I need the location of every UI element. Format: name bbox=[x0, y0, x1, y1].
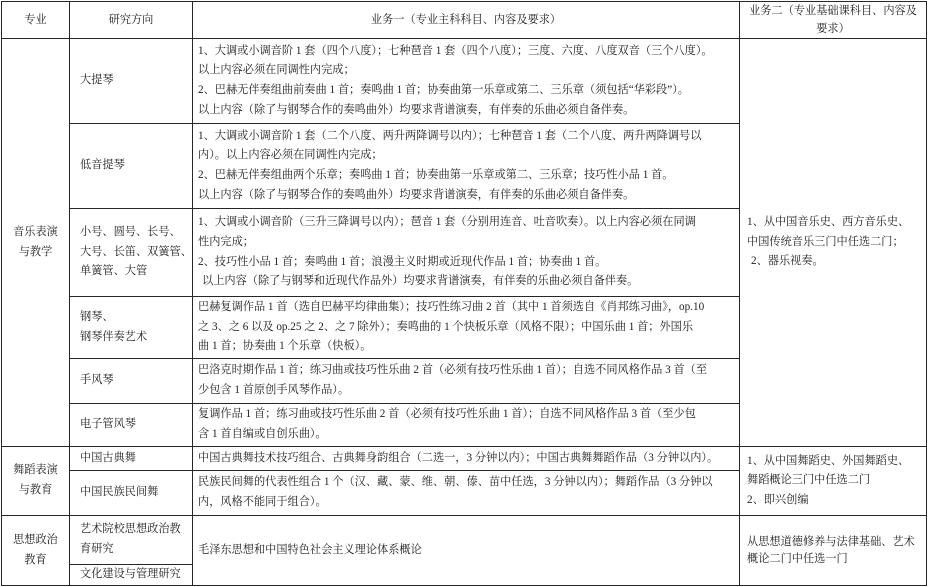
business1-line: 2、巴赫无伴奏组曲两个乐章；奏鸣曲 1 首；协奏曲第一乐章或第二、三乐章；技巧性小品 1 首。 bbox=[198, 169, 674, 181]
major-label-line: 与教育 bbox=[18, 484, 53, 496]
business1-line: 以上内容（除了与钢琴合作的奏鸣曲外）均要求背谱演奏，有伴奏的乐曲必须自备伴奏。 bbox=[198, 188, 635, 201]
direction-label-line: 育研究 bbox=[80, 543, 114, 555]
direction-label-line: 艺术院校思想政治教 bbox=[80, 523, 181, 536]
business1-line: 内）。以上内容必须在同调性内完成； bbox=[198, 149, 383, 162]
direction-cell-cello bbox=[70, 39, 193, 124]
business1-cell-cello bbox=[193, 39, 740, 124]
business1-cell-double-bass bbox=[193, 124, 740, 209]
business1-line: 中国古典舞技术技巧组合、古典舞身韵组合（二选一，3 分钟以内）；中国古典舞舞蹈作品（3 分钟以内）。 bbox=[198, 451, 719, 464]
major-cell-politics bbox=[2, 516, 70, 586]
header-business2-label-line: 业务二（专业基础课科目、内容及 bbox=[749, 5, 917, 17]
direction-label-line: 手风琴 bbox=[80, 374, 114, 387]
business1-line: 巴洛克时期作品 1 首；练习曲或技巧性乐曲 2 首（必须有技巧性乐曲 1 首）；自选不同风格作品 3 首（至 bbox=[198, 364, 708, 377]
business1-line: 以上内容（除了与钢琴和近现代作品外）均要求背谱演奏，有伴奏的乐曲必须自备伴奏。 bbox=[202, 275, 639, 288]
business1-cell-winds-brass bbox=[193, 209, 740, 297]
business1-cell-politics bbox=[193, 516, 740, 586]
business2-line: 舞蹈概论三门中任选二门 bbox=[747, 474, 871, 487]
direction-cell-folk-dance bbox=[70, 471, 193, 516]
direction-label-line: 大号、长笛、双簧管、 bbox=[80, 245, 192, 258]
header-major-label: 专业 bbox=[24, 14, 47, 26]
business1-line: 1、大调或小调音阶（三升三降调号以内）；琶音 1 套（分别用连音、吐音吹奏）。以上内容必须在同调 bbox=[198, 216, 696, 229]
business1-line: 以上内容必须在同调性内完成； bbox=[198, 64, 355, 77]
direction-cell-ideological-education bbox=[70, 516, 193, 565]
direction-cell-double-bass bbox=[70, 124, 193, 209]
business2-line: 1、从中国音乐史、西方音乐史、 bbox=[747, 216, 910, 229]
major-label-line: 教育 bbox=[24, 553, 47, 566]
business1-line: 巴赫复调作品 1 首（选自巴赫平均律曲集）；技巧性练习曲 2 首（其中 1 首须选自《肖邦练习曲》，op.10 bbox=[198, 301, 705, 314]
major-label-line: 与教学 bbox=[18, 245, 53, 258]
direction-cell-cultural-management bbox=[70, 565, 193, 586]
business2-line: 概论二门中任选一门 bbox=[747, 552, 848, 565]
business2-line: 2、即兴创编 bbox=[747, 493, 809, 506]
header-direction-label: 研究方向 bbox=[108, 14, 154, 26]
header-business2-cell bbox=[740, 2, 927, 39]
business1-cell-accordion bbox=[193, 359, 740, 404]
direction-cell-piano bbox=[70, 297, 193, 359]
header-business2-label-line: 要求） bbox=[816, 23, 850, 35]
major-label-line: 音乐表演 bbox=[13, 225, 58, 238]
direction-cell-classical-dance bbox=[70, 447, 193, 471]
direction-label-line: 文化建设与管理研究 bbox=[80, 568, 181, 581]
business1-line: 1、大调或小调音阶 1 套（四个八度）；七种琶音 1 套（四个八度）；三度、六度、八度双音（三个八度）。 bbox=[198, 44, 713, 57]
business1-cell-folk-dance bbox=[193, 471, 740, 516]
direction-label-line: 钢琴、 bbox=[80, 310, 114, 323]
major-cell-dance bbox=[2, 447, 70, 516]
business1-line: 少包含 1 首原创手风琴作品）。 bbox=[198, 384, 350, 396]
business1-line: 1、大调或小调音阶 1 套（二个八度、两升两降调号以内）；七种琶音 1 套（二个八度、两升两降调号以 bbox=[198, 129, 702, 142]
business2-cell-dance bbox=[740, 447, 927, 516]
direction-cell-accordion bbox=[70, 359, 193, 404]
direction-label-line: 中国民族民间舞 bbox=[80, 486, 159, 499]
business1-cell-classical-dance bbox=[193, 447, 740, 471]
business1-line: 性内完成； bbox=[198, 235, 254, 248]
business2-line: 从思想道德修养与法律基础、艺术 bbox=[747, 536, 915, 548]
direction-label-line: 中国古典舞 bbox=[80, 451, 136, 464]
direction-cell-electronic-organ bbox=[70, 404, 193, 447]
header-business1-cell bbox=[193, 2, 740, 39]
business1-line: 内，风格不能同于组合）。 bbox=[198, 496, 327, 508]
direction-label-line: 钢琴伴奏艺术 bbox=[80, 330, 148, 343]
business1-line: 毛泽东思想和中国特色社会主义理论体系概论 bbox=[198, 543, 422, 556]
business1-line: 2、技巧性小品 1 首；奏鸣曲 1 首；浪漫主义时期或近现代作品 1 首；协奏曲 1 首。 bbox=[198, 255, 607, 268]
major-cell-music bbox=[2, 39, 70, 447]
business2-line: 1、从中国舞蹈史、外国舞蹈史、 bbox=[747, 454, 910, 467]
business2-cell-politics bbox=[740, 516, 927, 586]
header-direction-cell bbox=[70, 2, 193, 39]
direction-label-line: 电子管风琴 bbox=[80, 418, 136, 431]
business1-cell-electronic-organ bbox=[193, 404, 740, 447]
business1-line: 之 3、之 6 以及 op.25 之 2、之 7 除外）；奏鸣曲的 1 个快板乐章（风格不限）；中国乐曲 1 首；外国乐 bbox=[198, 320, 694, 333]
direction-label-line: 小号、圆号、长号、 bbox=[80, 226, 181, 239]
direction-label-line: 大提琴 bbox=[80, 74, 114, 87]
business1-line: 曲 1 首；协奏曲 1 个乐章（快板）。 bbox=[198, 340, 372, 353]
direction-label-line: 单簧管、大管 bbox=[80, 265, 148, 278]
business1-line: 民族民间舞的代表性组合 1 个（汉、藏、蒙、维、朝、傣、苗中任选，3 分钟以内）；舞蹈作品（3 分钟以 bbox=[198, 476, 713, 489]
business2-line: 中国传统音乐三门中任选二门； bbox=[747, 235, 904, 248]
business2-line: 2、器乐视奏。 bbox=[751, 255, 824, 268]
business1-line: 复调作品 1 首；练习曲或技巧性乐曲 2 首（必须有技巧性乐曲 1 首）；自选不同风格作品 3 首（至少包 bbox=[198, 408, 696, 421]
direction-label-line: 低音提琴 bbox=[80, 159, 125, 172]
business2-cell-music bbox=[740, 39, 927, 447]
business1-cell-piano bbox=[193, 297, 740, 359]
requirements-table bbox=[1, 1, 927, 586]
direction-cell-winds-brass bbox=[70, 209, 193, 297]
business1-line: 以上内容（除了与钢琴合作的奏鸣曲外）均要求背谱演奏，有伴奏的乐曲必须自备伴奏。 bbox=[198, 103, 635, 116]
header-business1-label: 业务一（专业主科科目、内容及要求） bbox=[370, 14, 562, 26]
business1-line: 含 1 首自编或自创乐曲）。 bbox=[198, 428, 327, 440]
business1-line: 2、巴赫无伴奏组曲前奏曲 1 首；奏鸣曲 1 首；协奏曲第一乐章或第二、三乐章（须包括“华彩段”）。 bbox=[198, 84, 689, 96]
major-label-line: 思想政治 bbox=[13, 533, 58, 546]
major-label-line: 舞蹈表演 bbox=[13, 464, 58, 477]
header-major-cell bbox=[2, 2, 70, 39]
